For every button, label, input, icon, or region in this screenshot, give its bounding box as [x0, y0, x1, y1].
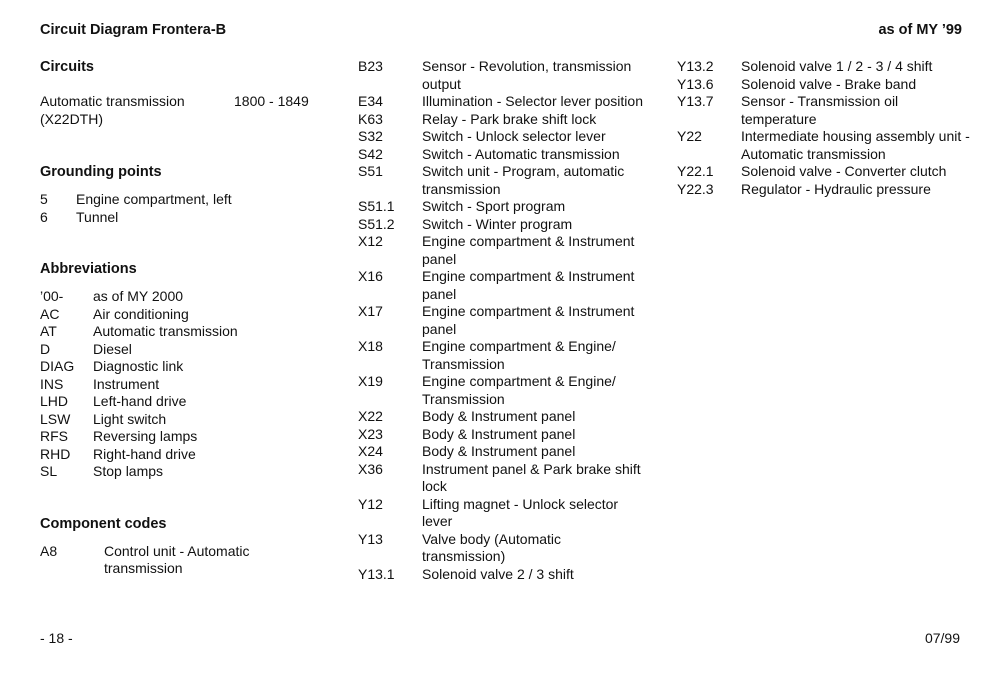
- component-item-code: Y13.2: [677, 58, 714, 74]
- component-item: [358, 128, 648, 146]
- abbreviation-item: [40, 358, 330, 376]
- abbreviation-item: [40, 376, 330, 394]
- grounding-list: [40, 191, 330, 226]
- abbreviation-item-code: D: [40, 340, 51, 357]
- abbreviation-item-description: Diesel: [93, 340, 132, 357]
- component-item-code: E34: [358, 93, 383, 109]
- component-item-code: S32: [358, 128, 383, 144]
- revision-date: 07/99: [924, 630, 960, 646]
- column-right: [677, 58, 977, 198]
- component-item-description: Valve body (Automatic transmission): [422, 530, 562, 564]
- circuit-range: 1800 - 1849: [234, 93, 309, 109]
- circuit-item: [40, 93, 330, 128]
- abbreviation-item: [40, 393, 330, 411]
- component-item: [358, 111, 648, 129]
- abbreviation-item-description: Right-hand drive: [93, 445, 196, 462]
- abbreviation-item: [40, 341, 330, 359]
- component-item-description: Switch unit - Program, automatic transmission: [422, 163, 625, 197]
- component-item-code: X24: [358, 443, 383, 459]
- abbreviation-item-code: RHD: [40, 445, 71, 462]
- component-item-code: Y13.1: [358, 565, 395, 582]
- abbreviation-item-code: RFS: [40, 428, 68, 444]
- abbreviation-item-code: INS: [40, 375, 64, 392]
- component-item-description: Switch - Unlock selector lever: [422, 128, 606, 144]
- components-heading: Component codes: [40, 515, 167, 532]
- abbreviation-item-code: SL: [40, 463, 58, 479]
- component-item: [358, 216, 648, 234]
- component-item: [358, 426, 648, 444]
- component-item: [677, 93, 977, 128]
- abbreviations-heading: Abbreviations: [40, 261, 137, 277]
- component-item-code: Y22.1: [677, 163, 714, 179]
- component-item-code: X12: [358, 233, 383, 249]
- component-item-description: Engine compartment & Instrument panel: [422, 268, 635, 302]
- component-item-code: B23: [358, 58, 383, 74]
- component-item-description: Engine compartment & Engine/ Transmission: [422, 338, 616, 372]
- abbreviation-item-description: Light switch: [93, 410, 167, 427]
- component-item-code: Y22.3: [677, 180, 714, 197]
- component-item: [677, 128, 977, 163]
- component-item-description: Switch - Winter program: [422, 215, 573, 232]
- component-item-description: Intermediate housing assembly unit - Automatic transmission: [741, 128, 970, 162]
- grounding-item-description: Tunnel: [76, 208, 119, 225]
- component-item: [358, 303, 648, 338]
- abbreviation-item-description: Stop lamps: [93, 463, 164, 479]
- components-list-right: [677, 58, 977, 198]
- abbreviation-item-description: Air conditioning: [93, 305, 189, 322]
- component-item-code: X19: [358, 373, 383, 389]
- component-item-description: Sensor - Transmission oil temperature: [741, 93, 899, 127]
- abbreviation-item-description: Automatic transmission: [93, 323, 238, 339]
- abbreviation-item: [40, 323, 330, 341]
- abbreviation-item-description: Instrument: [93, 375, 160, 392]
- abbreviation-item: [40, 288, 330, 306]
- component-item-description: Solenoid valve 2 / 3 shift: [422, 565, 574, 582]
- component-item: [358, 408, 648, 426]
- component-item-code: X36: [358, 460, 383, 477]
- grounding-item-code: 5: [40, 191, 48, 207]
- component-item-code: Y22: [677, 128, 702, 144]
- abbreviation-item: [40, 446, 330, 464]
- component-item-description: Relay - Park brake shift lock: [422, 110, 597, 127]
- column-left: [40, 58, 330, 578]
- circuits-heading: Circuits: [40, 59, 94, 75]
- component-item-code: Y13.7: [677, 93, 714, 109]
- component-item: [358, 373, 648, 408]
- grounding-item: [40, 191, 330, 209]
- component-item-description: Solenoid valve - Converter clutch: [741, 163, 947, 179]
- grounding-item: [40, 209, 330, 227]
- component-item: [358, 163, 648, 198]
- component-item-description: Control unit - Automatic transmission: [104, 542, 250, 576]
- circuit-label: Automatic transmission (X22DTH): [40, 93, 185, 127]
- component-item-code: A8: [40, 542, 58, 559]
- component-item: [358, 198, 648, 216]
- abbreviation-item-description: Left-hand drive: [93, 393, 187, 409]
- component-item-description: Solenoid valve - Brake band: [741, 75, 917, 92]
- component-item: [358, 146, 648, 164]
- component-item-code: Y12: [358, 495, 383, 512]
- abbreviation-item-description: as of MY 2000: [93, 288, 184, 304]
- component-item-description: Body & Instrument panel: [422, 443, 576, 459]
- component-item: [358, 461, 648, 496]
- component-item: [40, 543, 330, 578]
- component-item-code: X17: [358, 303, 383, 319]
- abbreviation-item: [40, 411, 330, 429]
- component-item-code: S42: [358, 145, 383, 162]
- component-item-description: Solenoid valve 1 / 2 - 3 / 4 shift: [741, 58, 933, 74]
- grounding-item-code: 6: [40, 208, 48, 225]
- abbreviation-item-code: AT: [40, 323, 57, 339]
- component-item-description: Switch - Sport program: [422, 198, 566, 214]
- component-item: [358, 496, 648, 531]
- component-item-description: Body & Instrument panel: [422, 425, 576, 442]
- component-item: [358, 566, 648, 584]
- component-item: [358, 93, 648, 111]
- abbreviation-item-code: ’00-: [40, 288, 64, 304]
- component-item-code: S51.1: [358, 198, 395, 214]
- component-item-code: X18: [358, 338, 383, 354]
- component-item-description: Engine compartment & Instrument panel: [422, 303, 635, 337]
- component-item-description: Lifting magnet - Unlock selector lever: [422, 495, 619, 529]
- component-item-code: X23: [358, 425, 383, 442]
- component-item: [358, 58, 648, 93]
- component-item: [677, 163, 977, 181]
- abbreviation-item-code: DIAG: [40, 358, 75, 374]
- components-list-left: [40, 543, 330, 578]
- component-item: [358, 531, 648, 566]
- abbreviation-item-code: LHD: [40, 393, 69, 409]
- column-middle: [358, 58, 648, 583]
- abbreviations-list: [40, 288, 330, 481]
- abbreviation-item-code: AC: [40, 305, 60, 322]
- component-item: [677, 58, 977, 76]
- component-item-description: Instrument panel & Park brake shift lock: [422, 460, 641, 494]
- abbreviation-item-description: Diagnostic link: [93, 358, 184, 374]
- component-item-code: X16: [358, 268, 383, 284]
- component-item: [358, 443, 648, 461]
- component-item: [358, 338, 648, 373]
- grounding-item-description: Engine compartment, left: [76, 191, 232, 207]
- component-item-description: Engine compartment & Instrument panel: [422, 233, 635, 267]
- component-item: [677, 76, 977, 94]
- component-item-description: Body & Instrument panel: [422, 408, 576, 424]
- abbreviation-item: [40, 306, 330, 324]
- components-list-middle: [358, 58, 648, 583]
- component-item-code: X22: [358, 408, 383, 424]
- component-item-description: Illumination - Selector lever position: [422, 93, 643, 109]
- component-item: [677, 181, 977, 199]
- page-date: as of MY ’99: [878, 22, 962, 38]
- abbreviation-item-code: LSW: [40, 410, 71, 427]
- component-item-code: Y13: [358, 530, 383, 547]
- component-item-code: S51: [358, 163, 383, 179]
- component-item: [358, 268, 648, 303]
- component-item-description: Switch - Automatic transmission: [422, 145, 620, 162]
- component-item-description: Engine compartment & Engine/ Transmission: [422, 373, 616, 407]
- abbreviation-item: [40, 428, 330, 446]
- component-item-description: Sensor - Revolution, transmission output: [422, 58, 632, 92]
- component-item: [358, 233, 648, 268]
- page-number: - 18 -: [40, 630, 73, 646]
- abbreviation-item: [40, 463, 330, 481]
- circuits-list: [40, 93, 330, 128]
- component-item-code: Y13.6: [677, 75, 714, 92]
- component-item-code: S51.2: [358, 215, 395, 232]
- abbreviation-item-description: Reversing lamps: [93, 428, 198, 444]
- component-item-description: Regulator - Hydraulic pressure: [741, 180, 931, 197]
- page-title: Circuit Diagram Frontera-B: [40, 22, 227, 38]
- component-item-code: K63: [358, 110, 383, 127]
- grounding-heading: Grounding points: [40, 164, 162, 180]
